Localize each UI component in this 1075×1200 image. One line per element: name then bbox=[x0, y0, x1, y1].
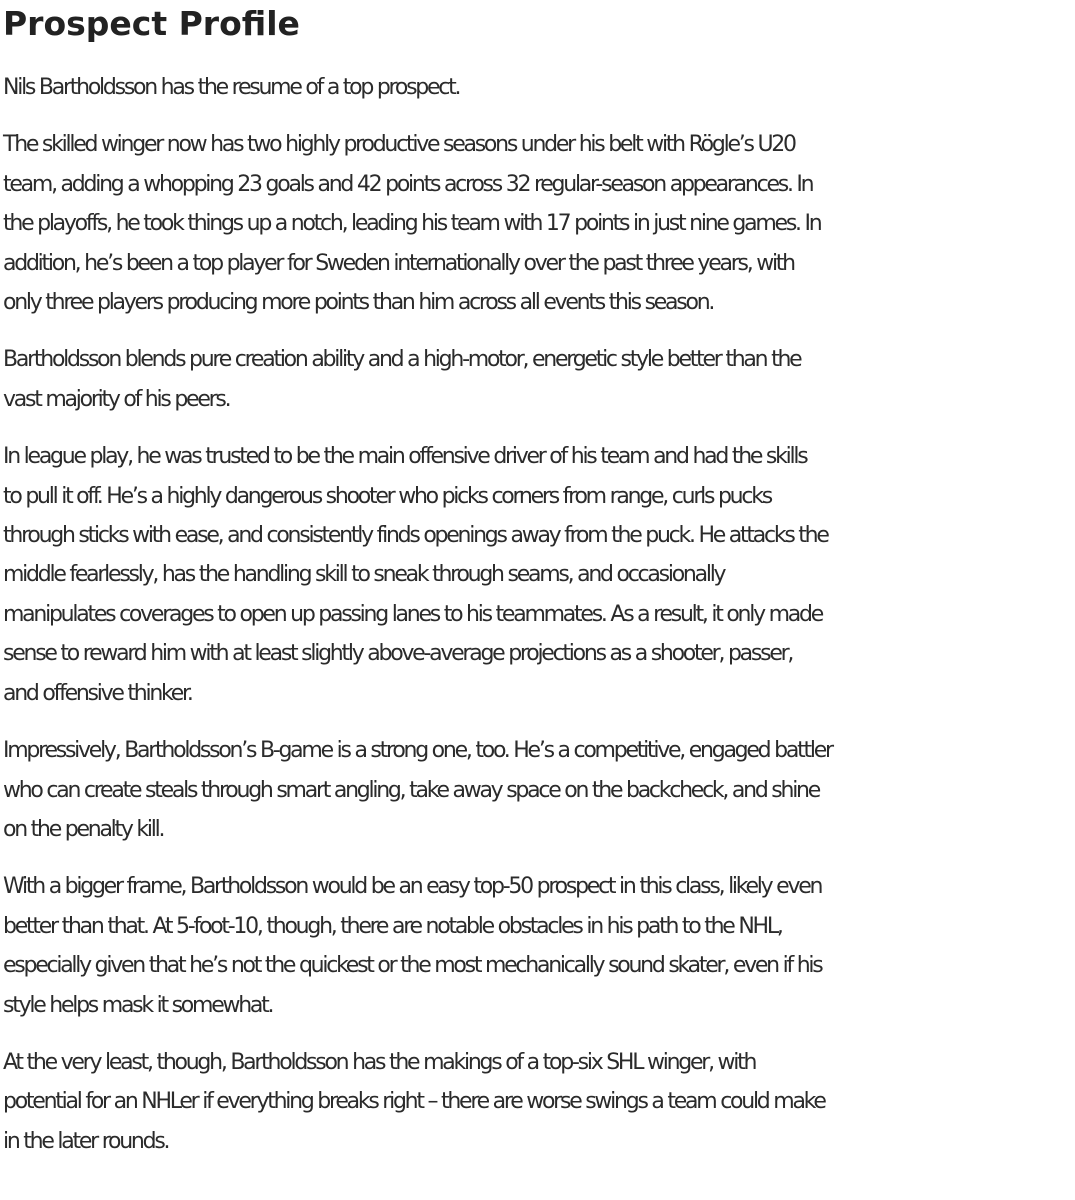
paragraph-line: better than that. At 5-foot-10, though, there are notable obstacles in his path to the NHL, bbox=[3, 913, 782, 939]
paragraph-line: vast majority of his peers. bbox=[3, 386, 230, 412]
paragraph-line: on the penalty kill. bbox=[3, 816, 164, 842]
paragraph-line: addition, he’s been a top player for Sweden internationally over the past three years, with bbox=[3, 250, 794, 276]
paragraph-line: Impressively, Bartholdsson’s B-game is a strong one, too. He’s a competitive, engaged battler bbox=[3, 738, 832, 764]
paragraph-line: through sticks with ease, and consistently finds openings away from the puck. He attacks the bbox=[3, 523, 828, 549]
paragraph-frame bbox=[3, 867, 1073, 1025]
paragraph-line: Nils Bartholdsson has the resume of a top prospect. bbox=[3, 75, 460, 100]
paragraph-league-play bbox=[3, 437, 1073, 713]
paragraph-line: especially given that he’s not the quickest or the most mechanically sound skater, even if his bbox=[3, 953, 822, 979]
paragraph-line: the playoffs, he took things up a notch, leading his team with 17 points in just nine games. In bbox=[3, 211, 821, 237]
paragraph-line: in the later rounds. bbox=[3, 1128, 169, 1154]
paragraph-style bbox=[3, 340, 1073, 419]
paragraph-line: style helps mask it somewhat. bbox=[3, 992, 273, 1018]
paragraph-line: only three players producing more points than him across all events this season. bbox=[3, 290, 714, 316]
paragraph-line: team, adding a whopping 23 goals and 42 points across 32 regular-season appearances. In bbox=[3, 171, 813, 197]
paragraph-line: and offensive thinker. bbox=[3, 680, 192, 706]
paragraph-line: In league play, he was trusted to be the main offensive driver of his team and had the skills bbox=[3, 444, 807, 470]
paragraph-line: The skilled winger now has two highly productive seasons under his belt with Rögle’s U20 bbox=[3, 132, 795, 158]
paragraph-line: middle fearlessly, has the handling skill to sneak through seams, and occasionally bbox=[3, 562, 725, 588]
paragraph-line: potential for an NHLer if everything breaks right – there are worse swings a team could make bbox=[3, 1089, 825, 1115]
paragraph-line: With a bigger frame, Bartholdsson would be an easy top-50 prospect in this class, likely even bbox=[3, 874, 822, 900]
paragraph-line: manipulates coverages to open up passing lanes to his teammates. As a result, it only made bbox=[3, 601, 823, 627]
paragraph-intro bbox=[3, 68, 1073, 107]
page-title: Prospect Profile bbox=[3, 4, 300, 43]
paragraph-line: who can create steals through smart angling, take away space on the backcheck, and shine bbox=[3, 777, 820, 803]
paragraph-line: Bartholdsson blends pure creation ability and a high-motor, energetic style better than the bbox=[3, 347, 801, 373]
paragraph-conclusion bbox=[3, 1043, 1073, 1161]
paragraph-line: sense to reward him with at least slightly above-average projections as a shooter, passer, bbox=[3, 641, 793, 667]
paragraph-line: to pull it off. He’s a highly dangerous shooter who picks corners from range, curls pucks bbox=[3, 483, 771, 509]
paragraph-stats bbox=[3, 125, 1073, 322]
paragraph-b-game bbox=[3, 731, 1073, 849]
paragraph-line: At the very least, though, Bartholdsson has the makings of a top-six SHL winger, with bbox=[3, 1049, 756, 1075]
article bbox=[3, 0, 1073, 1161]
